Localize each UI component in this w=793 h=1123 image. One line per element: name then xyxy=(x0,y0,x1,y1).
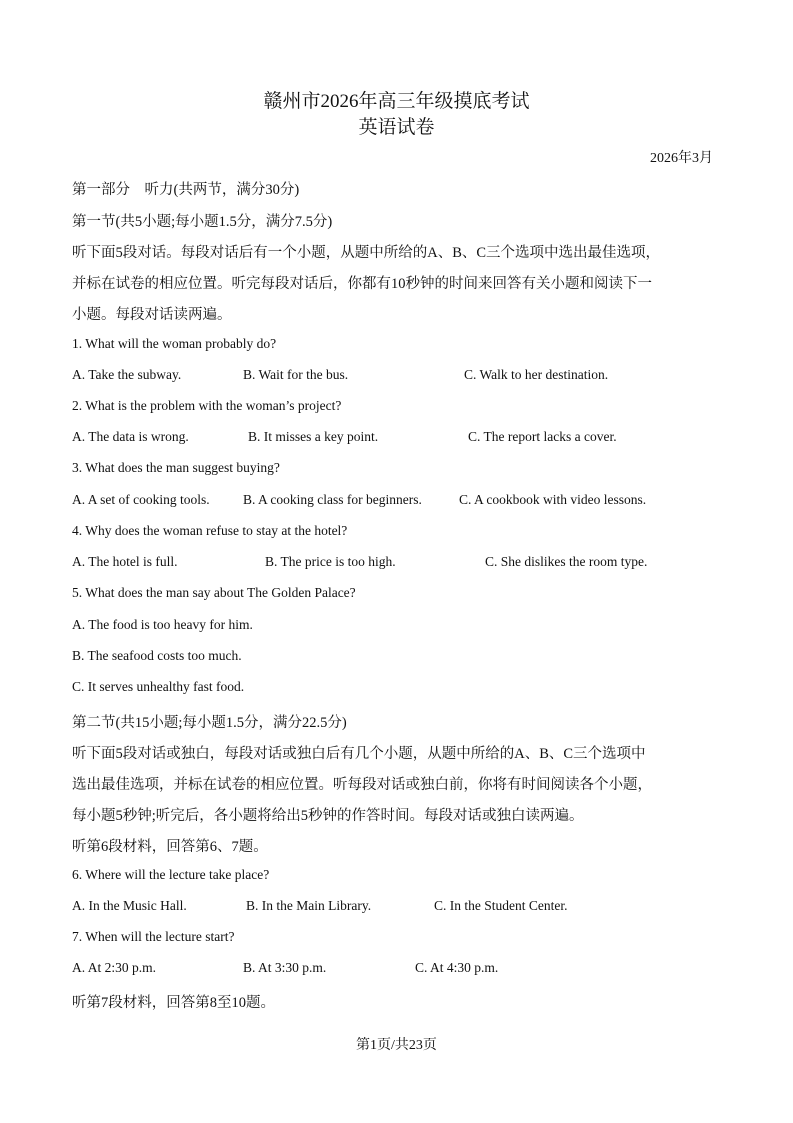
section1-instruction-line: 小题。每段对话读两遍。 xyxy=(72,307,232,323)
q4-option-b: B. The price is too high. xyxy=(265,554,396,569)
question-2: 2. What is the problem with the woman’s project? xyxy=(72,398,342,413)
q2-option-b: B. It misses a key point. xyxy=(248,429,379,444)
section2-heading: 第二节(共15小题;每小题1.5分，满分22.5分) xyxy=(72,715,347,731)
question-5: 5. What does the man say about The Golden Palace? xyxy=(72,585,356,600)
page-number-footer: 第1页/共23页 xyxy=(356,1038,437,1053)
question-6: 6. Where will the lecture take place? xyxy=(72,867,270,882)
material-7-heading: 听第7段材料，回答第8至10题。 xyxy=(72,995,275,1011)
section2-instruction-line: 选出最佳选项，并标在试卷的相应位置。听每段对话或独白前，你将有时间阅读各个小题， xyxy=(72,777,652,793)
q2-option-c: C. The report lacks a cover. xyxy=(468,429,617,444)
q6-option-a: A. In the Music Hall. xyxy=(72,898,187,913)
q2-option-a: A. The data is wrong. xyxy=(72,429,189,444)
q5-option-a: A. The food is too heavy for him. xyxy=(72,617,253,632)
section2-instruction-line: 听下面5段对话或独白，每段对话或独白后有几个小题，从题中所给的A、B、C三个选项中 xyxy=(72,746,646,762)
q6-option-b: B. In the Main Library. xyxy=(246,898,372,913)
q5-option-c: C. It serves unhealthy fast food. xyxy=(72,679,245,694)
q7-option-c: C. At 4:30 p.m. xyxy=(415,960,499,975)
q7-option-b: B. At 3:30 p.m. xyxy=(243,960,327,975)
q3-option-a: A. A set of cooking tools. xyxy=(72,492,210,507)
section1-instruction-line: 听下面5段对话。每段对话后有一个小题，从题中所给的A、B、C三个选项中选出最佳选项， xyxy=(72,245,661,261)
q4-option-a: A. The hotel is full. xyxy=(72,554,178,569)
material-6-heading: 听第6段材料，回答第6、7题。 xyxy=(72,839,268,855)
q4-option-c: C. She dislikes the room type. xyxy=(485,554,648,569)
section1-heading: 第一节(共5小题;每小题1.5分，满分7.5分) xyxy=(72,214,333,230)
q3-option-c: C. A cookbook with video lessons. xyxy=(459,492,647,507)
question-3: 3. What does the man suggest buying? xyxy=(72,460,280,475)
exam-subtitle: 英语试卷 xyxy=(358,117,435,138)
q5-option-b: B. The seafood costs too much. xyxy=(72,648,242,663)
question-4: 4. Why does the woman refuse to stay at the hotel? xyxy=(72,523,348,538)
section2-instruction-line: 每小题5秒钟;听完后，各小题将给出5秒钟的作答时间。每段对话或独白读两遍。 xyxy=(72,808,584,824)
q1-option-c: C. Walk to her destination. xyxy=(464,367,609,382)
exam-date: 2026年3月 xyxy=(650,151,713,166)
q1-option-b: B. Wait for the bus. xyxy=(243,367,349,382)
part1-heading: 第一部分 听力(共两节，满分30分) xyxy=(72,182,300,198)
q3-option-b: B. A cooking class for beginners. xyxy=(243,492,422,507)
q7-option-a: A. At 2:30 p.m. xyxy=(72,960,157,975)
q1-option-a: A. Take the subway. xyxy=(72,367,182,382)
question-7: 7. When will the lecture start? xyxy=(72,929,235,944)
section1-instruction-line: 并标在试卷的相应位置。听完每段对话后，你都有10秒钟的时间来回答有关小题和阅读下一 xyxy=(72,276,652,292)
exam-title: 赣州市2026年高三年级摸底考试 xyxy=(263,91,530,112)
q6-option-c: C. In the Student Center. xyxy=(434,898,568,913)
question-1: 1. What will the woman probably do? xyxy=(72,336,277,351)
